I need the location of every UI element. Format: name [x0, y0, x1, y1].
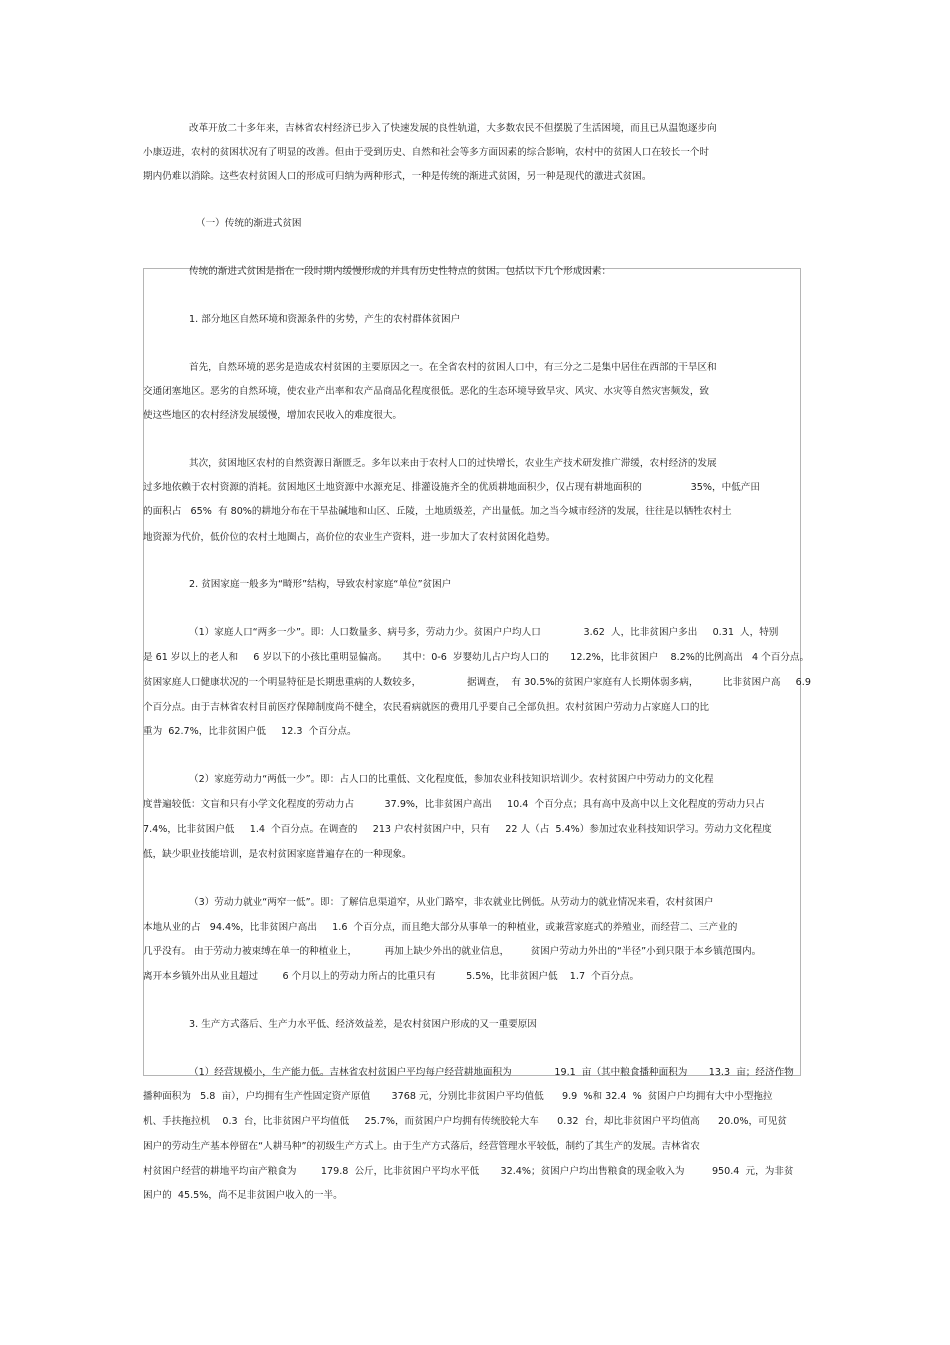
para-1-line-3: 使这些地区的农村经济发展缓慢，增加农民收入的难度很大。 [143, 410, 403, 421]
subsection-heading-1: 1. 部分地区自然环境和资源条件的劣势，产生的农村群体贫困户 [189, 314, 461, 325]
section-heading: （一）传统的渐进式贫困 [196, 218, 302, 229]
intro-line-3: 期内仍难以消除。这些农村贫困人口的形成可归纳为两种形式，一种是传统的渐进式贫困，另一种是现代的激进式贫困。 [143, 171, 652, 182]
para-2-line-3: 的面积占 65% 有 80%的耕地分布在干旱盐碱地和山区、丘陵，土地质级差，产出量低。加之当今城市经济的发展，往往是以牺牲农村土 [143, 506, 732, 517]
para-2-line-2: 过多地依赖于农村资源的消耗。贫困地区土地资源中水源充足、排灌设施齐全的优质耕地面积少，仅占现有耕地面积的 35%，中低产田 [143, 482, 760, 493]
para-5-line-2: 本地从业的占 94.4%，比非贫困户高出 1.6 个百分点，而且绝大部分从事单一的种植业，或兼营家庭式的养殖业，而经营二、三产业的 [143, 922, 738, 933]
para-6-line-2: 播种面积为 5.8 亩），户均拥有生产性固定资产原值 3768 元，分别比非贫困户平均值低 9.9 %和 32.4 % 贫困户户均拥有大中小型拖拉 [143, 1091, 773, 1102]
para-3-line-3: 贫困家庭人口健康状况的一个明显特征是长期患重病的人数较多， 据调查， 有 30.5%的贫困户家庭有人长期体弱多病， 比非贫困户高 6.9 [143, 677, 811, 688]
intro-line-2: 小康迈进，农村的贫困状况有了明显的改善。但由于受到历史、自然和社会等多方面因素的综合影响，农村中的贫困人口在较长一个时 [143, 147, 710, 158]
para-6-line-6: 困户的 45.5%，尚不足非贫困户收入的一半。 [143, 1190, 343, 1201]
para-4-line-4: 低，缺少职业技能培训，是农村贫困家庭普遍存在的一种现象。 [143, 849, 412, 860]
para-5-line-4: 离开本乡镇外出从业且超过 6 个月以上的劳动力所占的比重只有 5.5%，比非贫困户低 1.7 个百分点。 [143, 971, 640, 982]
para-6-line-4: 困户的劳动生产基本停留在“人耕马种”的初级生产方式上。由于生产方式落后，经营管理水平较低，制约了其生产的发展。吉林省农 [143, 1141, 700, 1152]
para-3-line-1: （1）家庭人口“两多一少”。即：人口数量多、病号多，劳动力少。贫困户户均人口 3.62 人，比非贫困户多出 0.31 人，特别 [189, 627, 779, 638]
para-1-line-1: 首先，自然环境的恶劣是造成农村贫困的主要原因之一。在全省农村的贫困人口中，有三分之二是集中居住在西部的干旱区和 [189, 362, 717, 373]
para-3-line-4: 个百分点。由于吉林省农村目前医疗保障制度尚不健全，农民看病就医的费用几乎要自己全部负担。农村贫困户劳动力占家庭人口的比 [143, 702, 710, 713]
para-6-line-3: 机、手扶拖拉机 0.3 台，比非贫困户平均值低 25.7%，而贫困户户均拥有传统胶轮大车 0.32 台，却比非贫困户平均值高 20.0%，可见贫 [143, 1116, 787, 1127]
section-intro: 传统的渐进式贫困是指在一段时期内缓慢形成的并具有历史性特点的贫困。包括以下几个形成因素： [189, 266, 612, 277]
subsection-heading-3: 3. 生产方式落后、生产力水平低、经济效益差，是农村贫困户形成的又一重要原因 [189, 1019, 537, 1030]
para-6-line-1: （1）经营规模小，生产能力低。吉林省农村贫困户平均每户经营耕地面积为 19.1 亩（其中粮食播种面积为 13.3 亩；经济作物 [189, 1067, 794, 1078]
para-2-line-4: 地资源为代价，低价位的农村土地圈占，高价位的农业生产资料，进一步加大了农村贫困化趋势。 [143, 532, 556, 543]
para-1-line-2: 交通闭塞地区。恶劣的自然环境，使农业产出率和农产品商品化程度很低。恶化的生态环境导致旱灾、风灾、水灾等自然灾害频发，致 [143, 386, 710, 397]
para-4-line-2: 度普遍较低：文盲和只有小学文化程度的劳动力占 37.9%，比非贫困户高出 10.4 个百分点；具有高中及高中以上文化程度的劳动力只占 [143, 799, 765, 810]
para-4-line-3: 7.4%，比非贫困户低 1.4 个百分点。在调查的 213 户农村贫困户中，只有 22 人（占 5.4%）参加过农业科技知识学习。劳动力文化程度 [143, 824, 772, 835]
para-2-line-1: 其次，贫困地区农村的自然资源日渐匮乏。多年以来由于农村人口的过快增长，农业生产技术研发推广滞缓，农村经济的发展 [189, 458, 717, 469]
subsection-heading-2: 2. 贫困家庭一般多为“畸形”结构，导致农村家庭“单位”贫困户 [189, 579, 452, 590]
para-6-line-5: 村贫困户经营的耕地平均亩产粮食为 179.8 公斤，比非贫困户平均水平低 32.4%；贫困户户均出售粮食的现金收入为 950.4 元，为非贫 [143, 1166, 794, 1177]
para-3-line-2: 是 61 岁以上的老人和 6 岁以下的小孩比重明显偏高。 其中：0-6 岁婴幼儿占户均人口的 12.2%，比非贫困户 8.2%的比例高出 4 个百分点。 [143, 652, 810, 663]
para-4-line-1: （2）家庭劳动力“两低一少”。即：占人口的比重低、文化程度低，参加农业科技知识培训少。农村贫困户中劳动力的文化程 [189, 774, 714, 785]
para-5-line-3: 几乎没有。 由于劳动力被束缚在单一的种植业上， 再加上缺少外出的就业信息， 贫困户劳动力外出的“半径”小到只限于本乡镇范围内。 [143, 946, 762, 957]
intro-line-1: 改革开放二十多年来，吉林省农村经济已步入了快速发展的良性轨道，大多数农民不但摆脱了生活困境，而且已从温饱逐步向 [189, 123, 717, 134]
para-3-line-5: 重为 62.7%，比非贫困户低 12.3 个百分点。 [143, 726, 357, 737]
para-5-line-1: （3）劳动力就业“两窄一低”。即：了解信息渠道窄，从业门路窄，非农就业比例低。从劳动力的就业情况来看，农村贫困户 [189, 897, 714, 908]
